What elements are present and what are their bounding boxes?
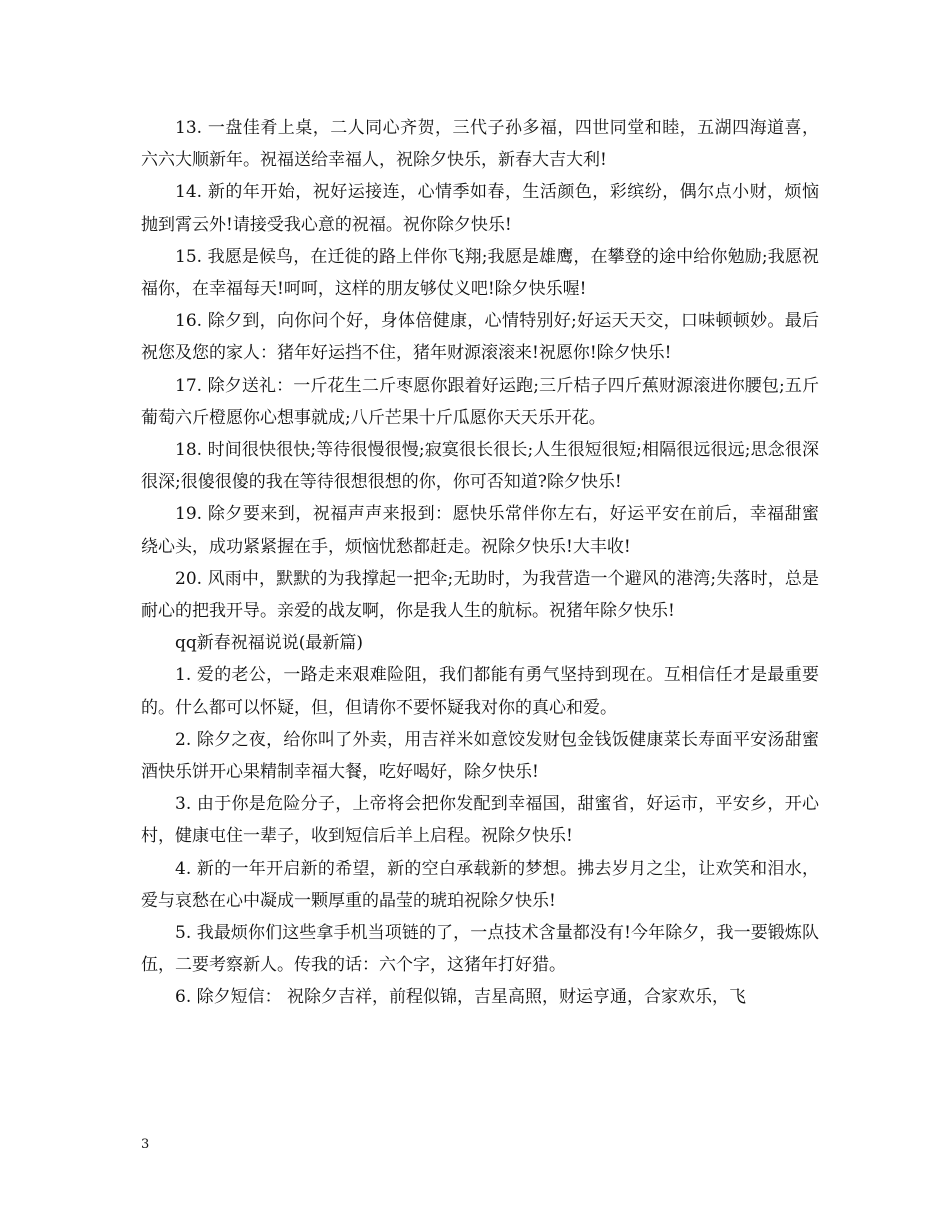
- paragraph-20: 20. 风雨中，默默的为我撑起一把伞;无助时，为我营造一个避风的港湾;失落时，总是耐心的把我开导。亲爱的战友啊，你是我人生的航标。祝猪年除夕快乐!: [141, 568, 819, 622]
- paragraph-14: 14. 新的年开始，祝好运接连，心情季如春，生活颜色，彩缤纷，偶尔点小财，烦恼抛到霄云外!请接受我心意的祝福。祝你除夕快乐!: [141, 182, 819, 235]
- paragraph-5: 5. 我最烦你们这些拿手机当项链的了，一点技术含量都没有!今年除夕，我一要锻炼队伍，二要考察新人。传我的话：六个字，这猪年打好猎。: [141, 923, 819, 976]
- paragraph-2: 2. 除夕之夜，给你叫了外卖，用吉祥米如意饺发财包金钱饭健康菜长寿面平安汤甜蜜酒快乐饼开心果精制幸福大餐，吃好喝好，除夕快乐!: [141, 729, 819, 783]
- paragraph-1: 1. 爱的老公，一路走来艰难险阻，我们都能有勇气坚持到现在。互相信任才是最重要的。什么都可以怀疑，但，但请你不要怀疑我对你的真心和爱。: [141, 665, 819, 718]
- paragraph-6: 6. 除夕短信： 祝除夕吉祥，前程似锦，吉星高照，财运亨通，合家欢乐，飞: [175, 987, 747, 1008]
- paragraph-18: 18. 时间很快很快;等待很慢很慢;寂寞很长很长;人生很短很短;相隔很远很远;思念很深很深;很傻很傻的我在等待很想很想的你，你可否知道?除夕快乐!: [141, 440, 819, 493]
- paragraph-19: 19. 除夕要来到，祝福声声来报到：愿快乐常伴你左右，好运平安在前后，幸福甜蜜绕心头，成功紧紧握在手，烦恼忧愁都赶走。祝除夕快乐!大丰收!: [141, 504, 819, 557]
- document-body: [141, 112, 819, 1014]
- section-heading: qq新春祝福说说(最新篇): [175, 633, 364, 654]
- paragraph-4: 4. 新的一年开启新的希望，新的空白承载新的梦想。拂去岁月之尘，让欢笑和泪水，爱与哀愁在心中凝成一颗厚重的晶莹的琥珀祝除夕快乐!: [141, 858, 819, 911]
- page-number: 3: [141, 1137, 150, 1152]
- paragraph-13: 13. 一盘佳肴上桌，二人同心齐贺，三代子孙多福，四世同堂和睦，五湖四海道喜，六六大顺新年。祝福送给幸福人，祝除夕快乐，新春大吉大利!: [141, 118, 819, 171]
- paragraph-15: 15. 我愿是候鸟，在迁徙的路上伴你飞翔;我愿是雄鹰，在攀登的途中给你勉励;我愿祝福你，在幸福每天!呵呵，这样的朋友够仗义吧!除夕快乐喔!: [141, 246, 819, 300]
- paragraph-3: 3. 由于你是危险分子，上帝将会把你发配到幸福国，甜蜜省，好运市，平安乡，开心村，健康屯住一辈子，收到短信后羊上启程。祝除夕快乐!: [141, 794, 819, 847]
- paragraph-17: 17. 除夕送礼：一斤花生二斤枣愿你跟着好运跑;三斤桔子四斤蕉财源滚进你腰包;五斤葡萄六斤橙愿你心想事就成;八斤芒果十斤瓜愿你天天乐开花。: [141, 375, 819, 428]
- paragraph-16: 16. 除夕到，向你问个好，身体倍健康，心情特别好;好运天天交，口味顿顿妙。最后祝您及您的家人：猪年好运挡不住，猪年财源滚滚来!祝愿你!除夕快乐!: [141, 311, 819, 364]
